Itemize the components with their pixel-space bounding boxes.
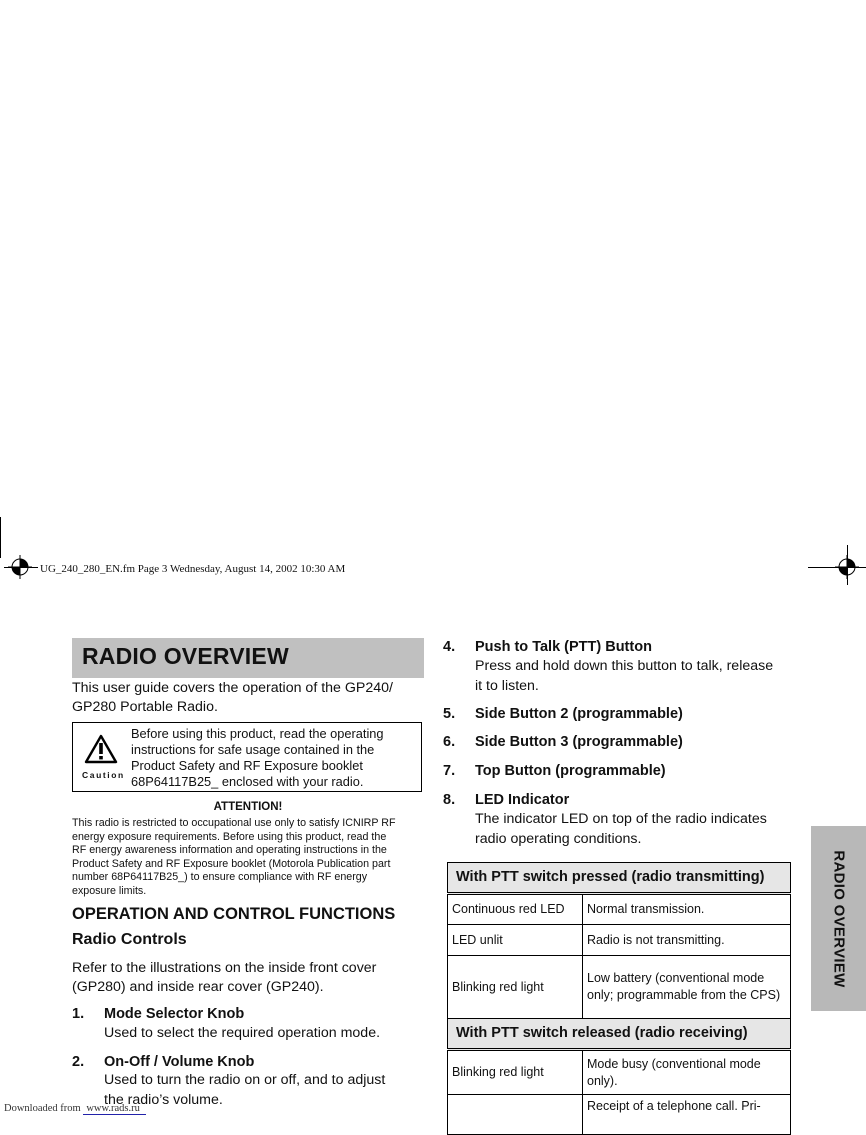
section-title-bar bbox=[72, 638, 424, 678]
led-meaning: Mode busy (conventional mode only). bbox=[583, 1050, 791, 1095]
item-desc: Used to turn the radio on or off, and to adjust the radio’s volume. bbox=[104, 1072, 386, 1108]
footer-link[interactable]: www.rads.ru bbox=[83, 1103, 146, 1115]
table-row bbox=[448, 956, 791, 1019]
table-header-row bbox=[448, 863, 791, 894]
caution-label: Caution bbox=[82, 770, 125, 780]
table-row bbox=[448, 1050, 791, 1095]
attention-text: This radio is restricted to occupational use only to satisfy ICNIRP RF energy exposure requirements. Before using this product, read the RF energy awareness information and operating instructions in the Product Safety and RF Exposure booklet (Motorola Publication part number 68P64117B25_) to ensure compliance with RF energy exposure limits. bbox=[72, 817, 396, 897]
caution-text: Before using this product, read the operating instructions for safe usage contained in the Product Safety and RF Exposure booklet 68P64117B25_ enclosed with your radio. bbox=[131, 726, 384, 789]
warning-triangle-icon bbox=[84, 733, 118, 765]
table-row bbox=[448, 925, 791, 956]
led-state: LED unlit bbox=[448, 925, 583, 956]
led-state bbox=[448, 1095, 583, 1135]
item-number: 5. bbox=[443, 706, 456, 722]
footer-source: Downloaded from www.rads.ru bbox=[4, 1103, 146, 1114]
crop-mark-left-vertical bbox=[0, 517, 1, 558]
led-meaning: Radio is not transmitting. bbox=[583, 925, 791, 956]
item-number: 7. bbox=[443, 763, 456, 779]
registration-mark-right bbox=[835, 555, 859, 579]
item-title: LED Indicator bbox=[475, 792, 570, 808]
attention-title: ATTENTION! bbox=[213, 801, 283, 813]
item-title: On-Off / Volume Knob bbox=[104, 1054, 255, 1070]
item-desc: The indicator LED on top of the radio indicates radio operating conditions. bbox=[475, 811, 767, 847]
led-meaning: Normal transmission. bbox=[583, 894, 791, 925]
item-number: 6. bbox=[443, 734, 456, 750]
item-number: 4. bbox=[443, 639, 456, 655]
side-tab-label: RADIO OVERVIEW bbox=[830, 849, 847, 988]
caution-box bbox=[72, 722, 422, 792]
side-section-tab bbox=[811, 826, 866, 1011]
table-row bbox=[448, 894, 791, 925]
registration-mark-left bbox=[8, 555, 32, 579]
led-state: Continuous red LED bbox=[448, 894, 583, 925]
item-desc: Used to select the required operation mode. bbox=[104, 1025, 381, 1041]
led-meaning: Low battery (conventional mode only; programmable from the CPS) bbox=[583, 956, 791, 1019]
led-indicator-table bbox=[447, 862, 791, 1135]
led-state: Blinking red light bbox=[448, 956, 583, 1019]
file-info-header: UG_240_280_EN.fm Page 3 Wednesday, August 14, 2002 10:30 AM bbox=[40, 563, 346, 575]
table-row bbox=[448, 1095, 791, 1135]
table-header-row bbox=[448, 1019, 791, 1050]
led-state: Blinking red light bbox=[448, 1050, 583, 1095]
table-header: With PTT switch released (radio receiving) bbox=[448, 1019, 791, 1050]
item-title: Side Button 3 (programmable) bbox=[475, 734, 683, 750]
item-title: Side Button 2 (programmable) bbox=[475, 706, 683, 722]
radio-controls-heading: Radio Controls bbox=[72, 931, 187, 948]
item-title: Top Button (programmable) bbox=[475, 763, 666, 779]
item-desc: Press and hold down this button to talk, release it to listen. bbox=[475, 658, 774, 694]
item-title: Mode Selector Knob bbox=[104, 1006, 245, 1022]
item-number: 8. bbox=[443, 792, 456, 808]
led-meaning: Receipt of a telephone call. Pri- bbox=[583, 1095, 791, 1135]
item-number: 2. bbox=[72, 1054, 85, 1070]
intro-text: This user guide covers the operation of the GP240/ GP280 Portable Radio. bbox=[72, 680, 393, 715]
table-header: With PTT switch pressed (radio transmitting) bbox=[448, 863, 791, 894]
item-title: Push to Talk (PTT) Button bbox=[475, 639, 652, 655]
item-number: 1. bbox=[72, 1006, 85, 1022]
refer-text: Refer to the illustrations on the inside front cover (GP280) and inside rear cover (GP240). bbox=[72, 960, 377, 995]
operation-heading: OPERATION AND CONTROL FUNCTIONS bbox=[72, 905, 396, 923]
section-title: RADIO OVERVIEW bbox=[82, 643, 289, 669]
